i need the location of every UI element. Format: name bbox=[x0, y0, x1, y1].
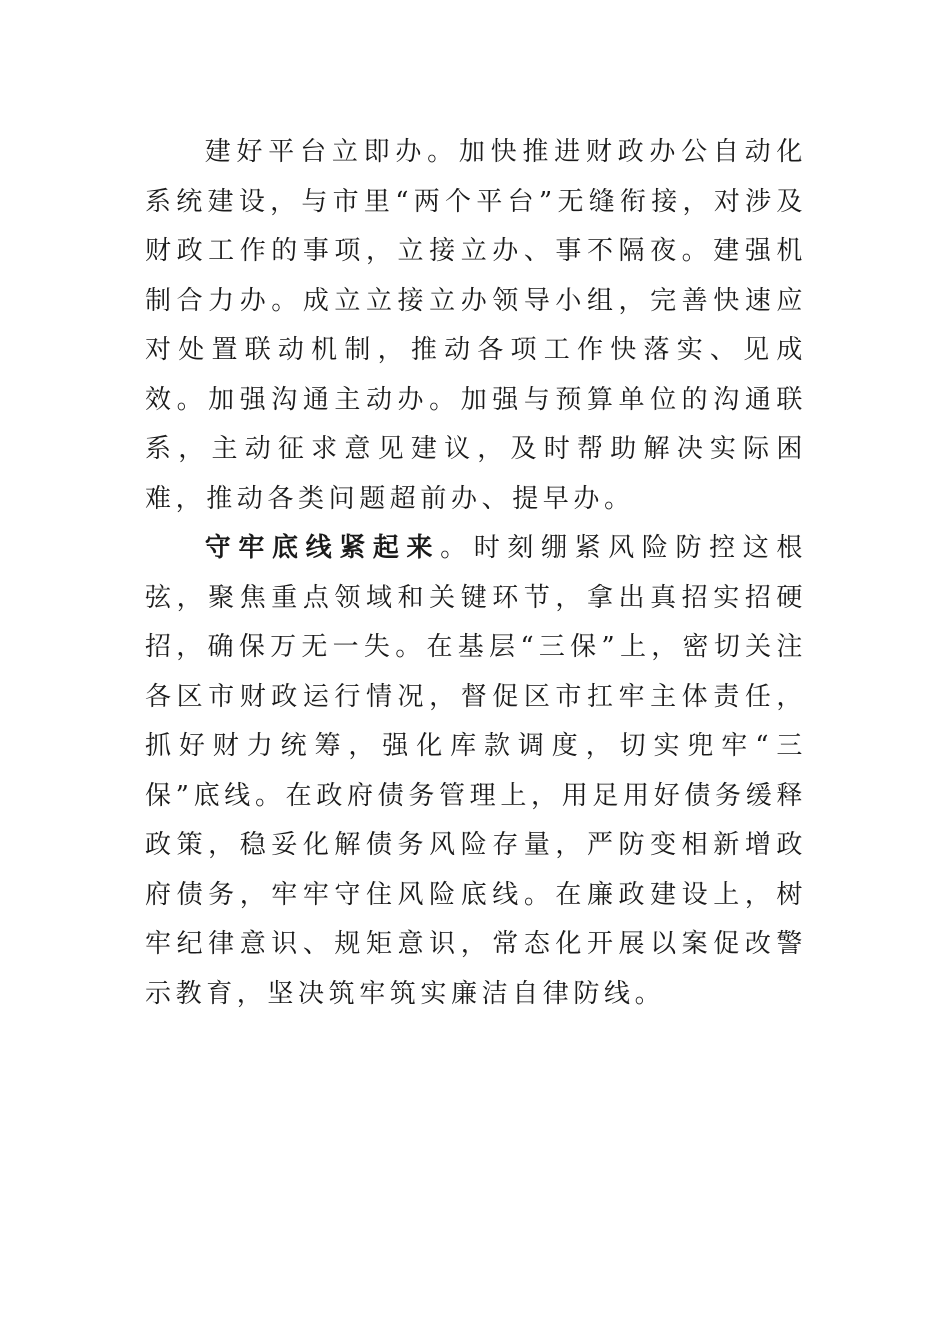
paragraph-2 bbox=[145, 524, 807, 1019]
paragraph-1 bbox=[145, 128, 807, 524]
paragraph-2-lead: 守牢底线紧起来 bbox=[204, 533, 441, 563]
document-page bbox=[145, 128, 807, 1019]
paragraph-1-text: 建好平台立即办。加快推进财政办公自动化系统建设，与市里“两个平台”无缝衔接，对涉及财政工作的事项，立接立办、事不隔夜。建强机制合力办。成立立接立办领导小组，完善快速应对处置联动机制，推动各项工作快落实、见成效。加强沟通主动办。加强与预算单位的沟通联系，主动征求意见建议，及时帮助解决实际困难，推动各类问题超前办、提早办。 bbox=[145, 137, 807, 514]
paragraph-2-text: 。时刻绷紧风险防控这根弦，聚焦重点领域和关键环节，拿出真招实招硬招，确保万无一失。在基层“三保”上，密切关注各区市财政运行情况，督促区市扛牢主体责任，抓好财力统筹，强化库款调度，切实兜牢“三保”底线。在政府债务管理上，用足用好债务缓释政策，稳妥化解债务风险存量，严防变相新增政府债务，牢牢守住风险底线。在廉政建设上，树牢纪律意识、规矩意识，常态化开展以案促改警示教育，坚决筑牢筑实廉洁自律防线。 bbox=[145, 533, 808, 1009]
